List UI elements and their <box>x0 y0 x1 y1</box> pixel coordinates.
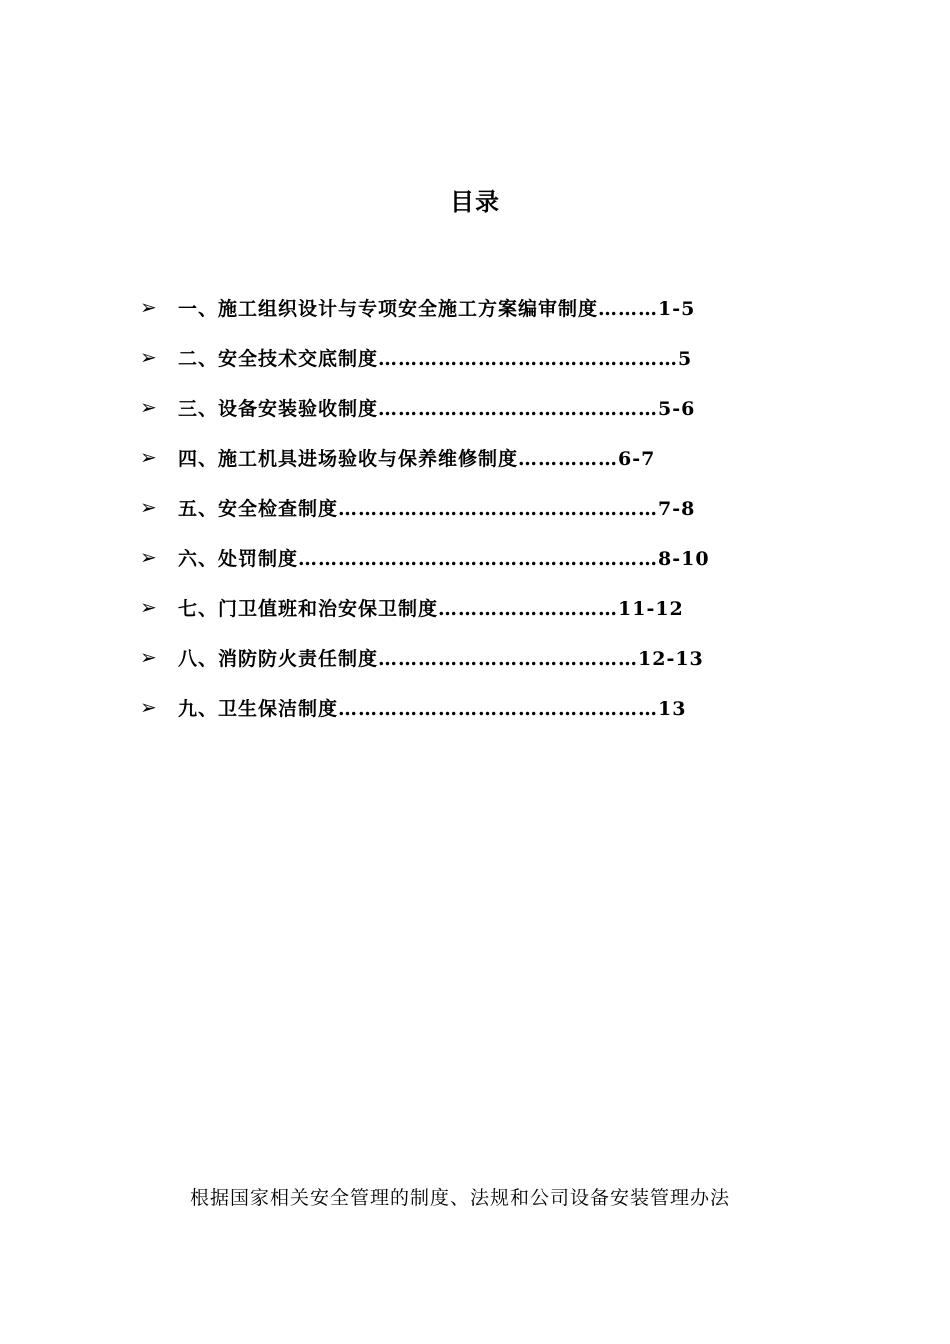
arrow-bullet-icon: ➢ <box>140 595 157 619</box>
footer-paragraph: 根据国家相关安全管理的制度、法规和公司设备安装管理办法 <box>190 1187 731 1209</box>
toc-item <box>140 382 820 432</box>
toc-entry-text: 二、安全技术交底制度………………………………………5 <box>178 347 693 370</box>
toc-entry-text: 一、施工组织设计与专项安全施工方案编审制度………1-5 <box>178 297 696 320</box>
toc-item <box>140 582 820 632</box>
toc-item <box>140 332 820 382</box>
toc-item <box>140 632 820 682</box>
arrow-bullet-icon: ➢ <box>140 545 157 569</box>
toc-entry-text: 五、安全检查制度…………………………………………7-8 <box>178 497 696 520</box>
toc-list <box>140 282 820 732</box>
toc-item <box>140 282 820 332</box>
arrow-bullet-icon: ➢ <box>140 395 157 419</box>
toc-entry-text: 七、门卫值班和治安保卫制度………………………11-12 <box>178 597 684 620</box>
toc-entry-text: 六、处罚制度………………………………………………8-10 <box>178 547 710 570</box>
toc-item <box>140 532 820 582</box>
arrow-bullet-icon: ➢ <box>140 295 157 319</box>
arrow-bullet-icon: ➢ <box>140 345 157 369</box>
toc-entry-text: 三、设备安装验收制度……………………………………5-6 <box>178 397 696 420</box>
arrow-bullet-icon: ➢ <box>140 495 157 519</box>
toc-entry-text: 九、卫生保洁制度…………………………………………13 <box>178 697 687 720</box>
arrow-bullet-icon: ➢ <box>140 445 157 469</box>
arrow-bullet-icon: ➢ <box>140 645 157 669</box>
page-title: 目录 <box>450 187 500 216</box>
toc-entry-text: 八、消防防火责任制度…………………………………12-13 <box>178 647 704 670</box>
arrow-bullet-icon: ➢ <box>140 695 157 719</box>
toc-item <box>140 432 820 482</box>
toc-item <box>140 682 820 732</box>
toc-entry-text: 四、施工机具进场验收与保养维修制度……………6-7 <box>178 447 656 470</box>
toc-item <box>140 482 820 532</box>
